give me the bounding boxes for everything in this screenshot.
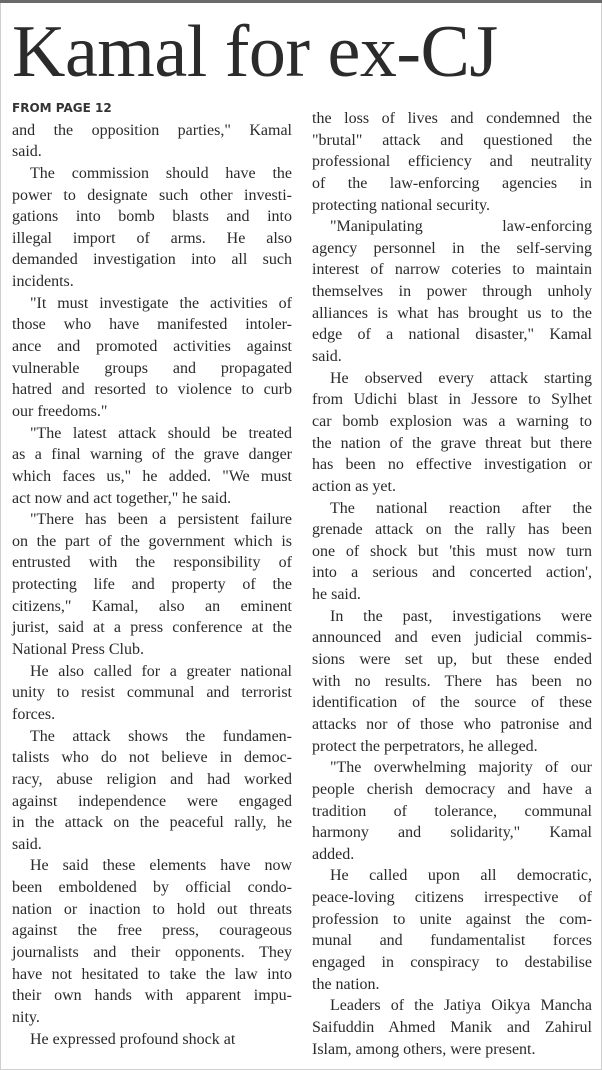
text-line: "The overwhelming majority of our <box>330 759 592 777</box>
text-line: Islam, among others, were present. <box>312 1040 536 1058</box>
paragraph <box>12 509 292 660</box>
text-line: people cherish democracy and have a <box>312 780 592 798</box>
text-line: He said these elements have now <box>30 857 292 875</box>
text-line: said. <box>12 143 42 161</box>
text-line: action as yet. <box>312 477 396 495</box>
text-line: the nation. <box>312 975 380 993</box>
text-line: as a final warning of the grave danger <box>12 446 292 464</box>
text-line: have not hesitated to take the law into <box>12 965 292 983</box>
text-line: gations into bomb blasts and into <box>12 208 292 226</box>
text-line: "The latest attack should be treated <box>30 424 292 442</box>
text-line: those who have manifested intoler- <box>12 316 292 334</box>
paragraph <box>12 163 292 293</box>
text-line: engaged in conspiracy to destabilise <box>312 953 592 971</box>
text-line: protect the perpetrators, he alleged. <box>312 737 538 755</box>
text-line: protecting life and property of the <box>12 576 292 594</box>
text-line: jurist, said at a press conference at the <box>12 619 292 637</box>
text-line: "Manipulating law-enforcing <box>330 218 592 236</box>
text-line: edge of a national disaster," Kamal <box>312 326 592 344</box>
text-line: The national reaction after the <box>330 499 592 517</box>
paragraph <box>12 423 292 510</box>
paragraph <box>312 368 592 498</box>
text-line: peace-loving citizens irrespective of <box>312 889 592 907</box>
paragraph <box>312 865 592 995</box>
text-line: with no results. There has been no <box>312 672 592 690</box>
text-line: our freedoms." <box>12 402 108 420</box>
paragraph <box>12 1029 292 1051</box>
text-line: he said. <box>312 586 361 604</box>
text-line: In the past, investigations were <box>330 607 592 625</box>
text-line: car bomb explosion was a warning to <box>312 412 592 430</box>
text-line: has been no effective investigation or <box>312 456 592 474</box>
text-line: nity. <box>12 1008 40 1026</box>
paragraph <box>312 216 592 367</box>
article-column-1 <box>12 98 292 1050</box>
paragraph <box>12 726 292 856</box>
top-rule <box>0 0 602 3</box>
text-line: their own hands with apparent impu- <box>12 987 292 1005</box>
text-line: identification of the source of these <box>312 694 592 712</box>
text-line: He called upon all democratic, <box>330 867 592 885</box>
text-line: Saifuddin Ahmed Manik and Zahirul <box>312 1018 592 1036</box>
text-line: act now and act together," he said. <box>12 489 232 507</box>
paragraph <box>12 855 292 1028</box>
text-line: alliances is what has brought us to the <box>312 304 592 322</box>
text-line: themselves in power through unholy <box>312 283 592 301</box>
text-line: entrusted with the responsibility of <box>12 554 292 572</box>
text-line: forces. <box>12 705 56 723</box>
text-line: interest of narrow coteries to maintain <box>312 261 592 279</box>
paragraph <box>12 120 292 163</box>
text-line: agency personnel in the self-serving <box>312 239 592 257</box>
text-line: He observed every attack starting <box>330 369 592 387</box>
text-line: incidents. <box>12 273 74 291</box>
text-line: "There has been a persistent failure <box>30 511 292 529</box>
paragraph <box>312 498 592 606</box>
text-line: He expressed profound shock at <box>30 1030 236 1048</box>
text-line: grenade attack on the rally has been <box>312 521 592 539</box>
text-line: journalists and their opponents. They <box>12 943 292 961</box>
text-line: The attack shows the fundamen- <box>30 727 292 745</box>
text-line: nation or inaction to hold out threats <box>12 900 292 918</box>
text-line: talists who do not believe in democ- <box>12 749 292 767</box>
text-line: racy, abuse religion and had worked <box>12 770 292 788</box>
text-line: sions were set up, but these ended <box>312 651 592 669</box>
text-line: announced and even judicial commis- <box>312 629 592 647</box>
paragraph <box>12 661 292 726</box>
headline: Kamal for ex-CJ <box>12 11 498 93</box>
text-line: and the opposition parties," Kamal <box>12 121 292 139</box>
paragraph <box>312 757 592 865</box>
text-line: The commission should have the <box>30 164 292 182</box>
text-line: professional efficiency and neutrality <box>312 153 592 171</box>
article-column-2 <box>312 108 592 1060</box>
text-line: unity to resist communal and terrorist <box>12 684 292 702</box>
text-line: "It must investigate the activities of <box>30 294 292 312</box>
text-line: citizens," Kamal, also an eminent <box>12 597 292 615</box>
text-line: He also called for a greater national <box>30 662 292 680</box>
text-line: attacks nor of those who patronise and <box>312 715 592 733</box>
text-line: one of shock but 'this must now turn <box>312 542 592 560</box>
text-line: against independence were engaged <box>12 792 292 810</box>
text-line: protecting national security. <box>312 196 491 214</box>
text-line: which faces us," he added. "We must <box>12 467 292 485</box>
text-line: illegal import of arms. He also <box>12 229 292 247</box>
text-line: Leaders of the Jatiya Oikya Mancha <box>330 997 592 1015</box>
text-line: said. <box>12 835 42 853</box>
text-line: hatred and resorted to violence to curb <box>12 381 292 399</box>
text-line: vulnerable groups and propagated <box>12 359 292 377</box>
paragraph <box>312 606 592 757</box>
text-line: the nation of the grave threat but there <box>312 434 592 452</box>
text-line: "brutal" attack and questioned the <box>312 131 592 149</box>
text-line: munal and fundamentalist forces <box>312 932 592 950</box>
text-line: been emboldened by official condo- <box>12 879 292 897</box>
text-line: into a serious and concerted action', <box>312 564 592 582</box>
text-line: from Udichi blast in Jessore to Sylhet <box>312 391 592 409</box>
text-line: tradition of tolerance, communal <box>312 802 592 820</box>
paragraph <box>12 293 292 423</box>
text-line: added. <box>312 845 355 863</box>
text-line: the loss of lives and condemned the <box>312 110 592 127</box>
text-line: in the attack on the peaceful rally, he <box>12 814 292 832</box>
text-line: harmony and solidarity," Kamal <box>312 824 592 842</box>
text-line: National Press Club. <box>12 641 144 659</box>
paragraph <box>312 108 592 216</box>
paragraph <box>312 995 592 1060</box>
text-line: on the part of the government which is <box>12 532 292 550</box>
text-line: demanded investigation into all such <box>12 251 292 269</box>
continuation-kicker: FROM PAGE 12 <box>12 101 112 115</box>
text-line: of the law-enforcing agencies in <box>312 174 592 192</box>
text-line: ance and promoted activities against <box>12 338 292 356</box>
text-line: power to designate such other investi- <box>12 186 292 204</box>
text-line: profession to unite against the com- <box>312 910 592 928</box>
text-line: against the free press, courageous <box>12 922 292 940</box>
text-line: said. <box>312 348 342 366</box>
